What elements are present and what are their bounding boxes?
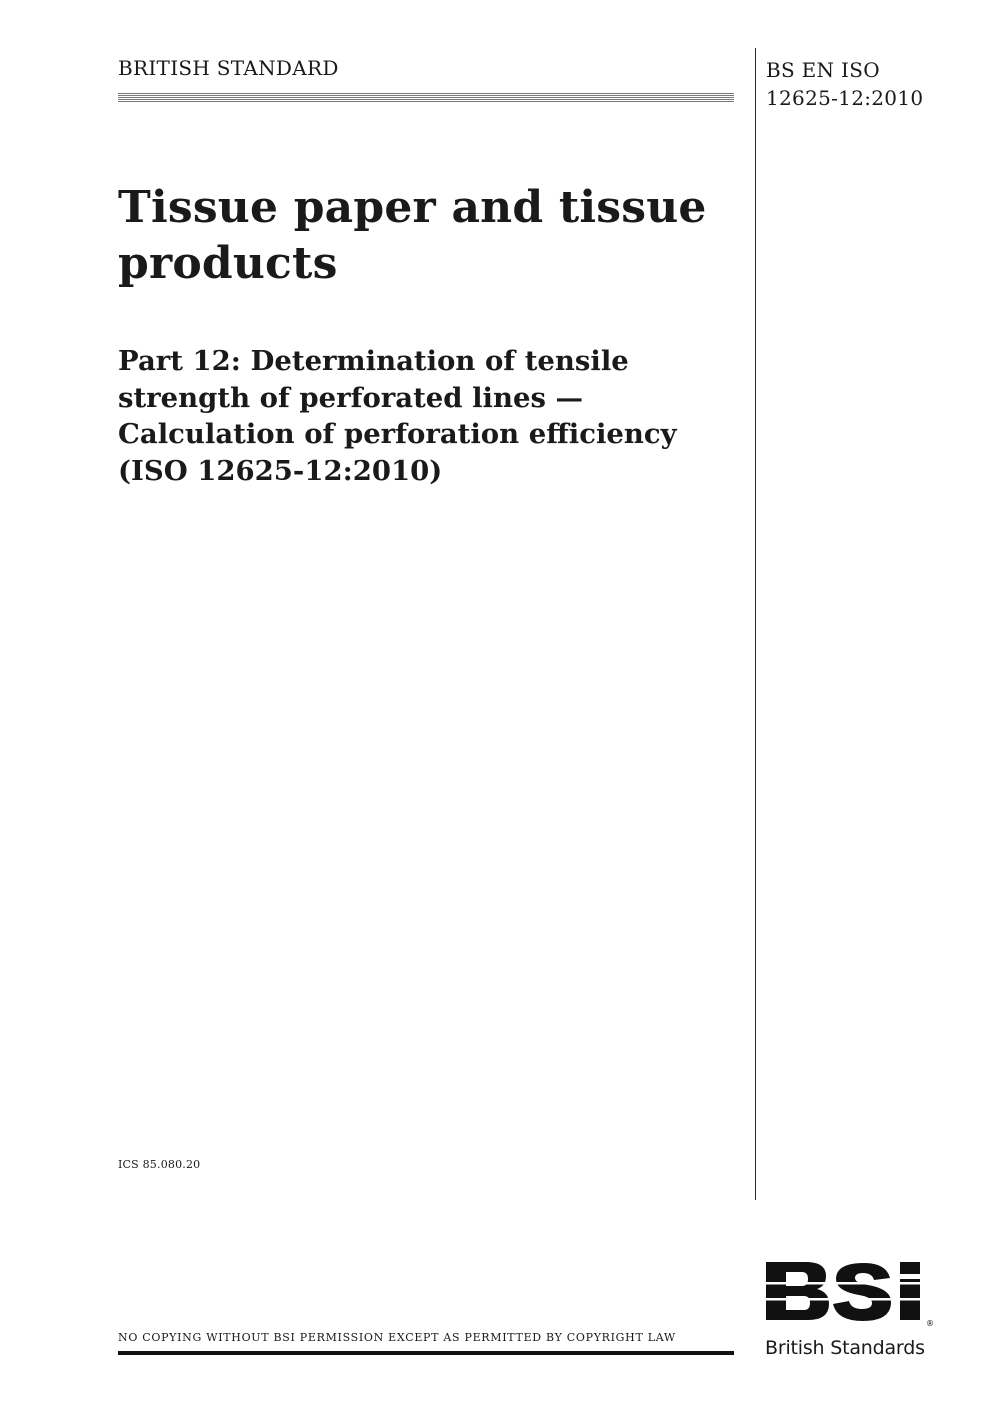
registered-mark: ® [926, 1319, 934, 1328]
document-subtitle [118, 343, 743, 489]
subtitle-line: (ISO 12625-12:2010) [118, 454, 443, 487]
standard-number-line: 12625-12:2010 [766, 86, 924, 110]
vertical-divider [755, 48, 756, 1200]
standard-number-line: BS EN ISO [766, 58, 880, 82]
document-title [118, 180, 743, 292]
subtitle-line: strength of perforated lines — [118, 381, 584, 414]
logo-wordmark: British Standards [765, 1337, 925, 1359]
subtitle-line: Calculation of perforation efficiency [118, 418, 677, 450]
title-line: products [118, 238, 338, 289]
logo-letter-b [766, 1262, 829, 1320]
copyright-notice: NO COPYING WITHOUT BSI PERMISSION EXCEPT AS PERMITTED BY COPYRIGHT LAW [118, 1331, 676, 1344]
footer-rule [118, 1351, 734, 1355]
subtitle-line: Part 12: Determination of tensile [118, 345, 629, 377]
ics-code: ICS 85.080.20 [118, 1158, 201, 1171]
document-series-label: BRITISH STANDARD [118, 56, 339, 80]
standard-number [766, 56, 923, 112]
header-rule [118, 93, 734, 103]
title-line: Tissue paper and tissue [118, 182, 707, 233]
logo-letter-s [833, 1263, 891, 1321]
logo-letter-i-dot [900, 1262, 920, 1274]
